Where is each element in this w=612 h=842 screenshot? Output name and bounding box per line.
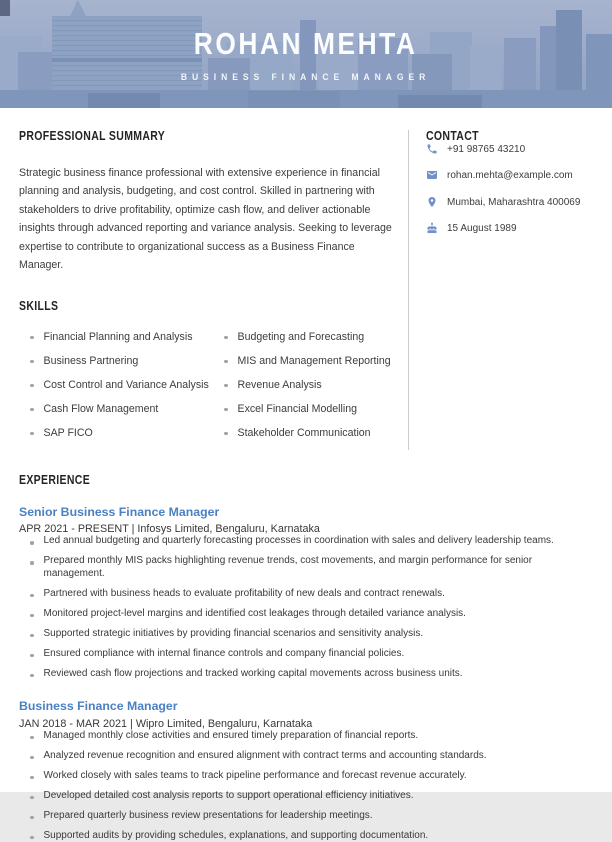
skill-item — [213, 378, 395, 393]
job-bullet — [19, 750, 593, 763]
skill-label: Revenue Analysis — [237, 378, 322, 391]
job-bullet-text: Prepared monthly MIS packs highlighting revenue trends, cost movements, and margin performance for senior management. — [43, 555, 533, 579]
job-bullet-text: Ensured compliance with internal finance controls and company financial policies. — [43, 647, 405, 659]
job-bullet-text: Developed detailed cost analysis reports to support operational efficiency initiatives. — [43, 789, 414, 801]
bullet-icon — [30, 634, 34, 638]
birthday-icon — [426, 222, 438, 234]
job-bullet — [19, 668, 593, 681]
job-title: Business Finance Manager — [19, 699, 178, 714]
section-skills — [19, 300, 395, 450]
contact-phone-value: +91 98765 43210 — [447, 143, 526, 155]
skill-label: Stakeholder Communication — [237, 426, 371, 439]
vertical-divider — [408, 130, 409, 450]
left-column — [19, 130, 395, 450]
summary-heading: PROFESSIONAL SUMMARY — [19, 129, 166, 143]
candidate-name: ROHAN MEHTA — [194, 25, 418, 61]
job-bullet-text: Monitored project-level margins and identified cost leakages through detailed variance analysis. — [43, 607, 466, 619]
job-bullet — [19, 810, 593, 823]
bullet-icon — [30, 408, 34, 412]
bullet-icon — [30, 541, 34, 545]
skills-columns — [19, 330, 395, 450]
skill-item — [19, 330, 213, 345]
job-bullet-text: Analyzed revenue recognition and ensured alignment with contract terms and accounting standards. — [43, 749, 487, 761]
bullet-icon — [30, 796, 34, 800]
job-meta: JAN 2018 - MAR 2021 | Wipro Limited, Bengaluru, Karnataka — [19, 717, 313, 730]
skill-label: Excel Financial Modelling — [237, 402, 358, 415]
job-bullet — [19, 648, 593, 661]
skill-item — [213, 330, 395, 345]
job-entry-business-finance-manager — [19, 699, 593, 842]
header-banner — [0, 0, 612, 108]
job-bullet-text: Managed monthly close activities and ensured timely preparation of financial reports. — [43, 729, 419, 741]
job-bullet-text: Led annual budgeting and quarterly forecasting processes in coordination with sales and delivery leadership teams. — [43, 535, 554, 547]
skills-heading: SKILLS — [19, 299, 59, 314]
skill-item — [19, 426, 213, 441]
job-bullet — [19, 790, 593, 803]
contact-item-phone — [426, 143, 593, 156]
bullet-icon — [224, 360, 228, 364]
bullet-icon — [224, 384, 228, 388]
job-bullet — [19, 628, 593, 641]
skill-label: SAP FICO — [43, 426, 93, 439]
contact-item-email — [426, 169, 593, 182]
email-icon — [426, 169, 438, 181]
experience-heading: EXPERIENCE — [19, 472, 91, 487]
job-bullet-text: Partnered with business heads to evaluate profitability of new deals and contract renewals. — [43, 587, 445, 599]
job-bullet — [19, 608, 593, 621]
skill-label: Business Partnering — [43, 354, 139, 367]
bullet-icon — [224, 336, 228, 340]
bullet-icon — [30, 432, 34, 436]
bullet-icon — [30, 836, 34, 840]
bullet-icon — [30, 561, 34, 565]
job-bullet — [19, 555, 593, 580]
skills-column-1 — [19, 330, 213, 450]
bullet-icon — [30, 674, 34, 678]
job-meta: APR 2021 - PRESENT | Infosys Limited, Bengaluru, Karnataka — [19, 523, 320, 536]
job-entry-senior-business-finance-manager — [19, 505, 593, 680]
bullet-icon — [30, 756, 34, 760]
candidate-job-title: BUSINESS FINANCE MANAGER — [181, 71, 431, 83]
right-column — [426, 130, 593, 450]
job-bullet — [19, 588, 593, 601]
skill-item — [19, 378, 213, 393]
contact-location-value: Mumbai, Maharashtra 400069 — [447, 196, 581, 208]
bullet-icon — [30, 736, 34, 740]
resume-body — [0, 108, 612, 842]
contact-item-birthday — [426, 222, 593, 235]
contact-item-location — [426, 196, 593, 209]
skill-item — [19, 354, 213, 369]
header-text — [0, 0, 612, 108]
top-columns — [19, 130, 593, 450]
job-bullet-text: Worked closely with sales teams to track pipeline performance and forecast revenue accurately. — [43, 769, 467, 781]
contact-birthday-value: 15 August 1989 — [447, 223, 517, 234]
bullet-icon — [30, 776, 34, 780]
skill-label: MIS and Management Reporting — [237, 354, 391, 367]
skill-label: Cash Flow Management — [43, 402, 159, 415]
skill-item — [19, 402, 213, 417]
skill-label: Budgeting and Forecasting — [237, 330, 365, 343]
job-title: Senior Business Finance Manager — [19, 505, 220, 520]
bullet-icon — [224, 432, 228, 436]
bullet-icon — [30, 654, 34, 658]
skills-column-2 — [213, 330, 395, 450]
bullet-icon — [30, 384, 34, 388]
section-experience — [19, 474, 593, 842]
skill-item — [213, 354, 395, 369]
location-icon — [426, 196, 438, 208]
bullet-icon — [30, 816, 34, 820]
skill-label: Cost Control and Variance Analysis — [43, 378, 209, 391]
job-bullet — [19, 830, 593, 842]
contact-heading: CONTACT — [426, 129, 479, 143]
section-professional-summary — [19, 130, 395, 275]
summary-paragraph: Strategic business finance professional with extensive experience in financial planning and analysis, budgeting, and cost control. Skilled in partnering with stakeholders to drive profitability, optimize cash flow, and deliver actionable insights through advanced reporting and variance analysis. Seeking to leverage expertise to contribute to organizational success as a Business Finance Manager. — [19, 166, 392, 272]
bullet-icon — [30, 614, 34, 618]
skill-item — [213, 426, 395, 441]
job-bullet — [19, 730, 593, 743]
contact-email-value: rohan.mehta@example.com — [447, 170, 573, 181]
section-contact — [426, 130, 593, 235]
bullet-icon — [30, 360, 34, 364]
job-bullet-text: Prepared quarterly business review presentations for leadership meetings. — [43, 809, 373, 821]
phone-icon — [426, 143, 438, 155]
job-bullet — [19, 535, 593, 548]
job-bullet-list — [19, 535, 593, 680]
job-bullet-text: Supported strategic initiatives by providing financial scenarios and sensitivity analysis. — [43, 627, 424, 639]
bullet-icon — [30, 336, 34, 340]
job-bullet — [19, 770, 593, 783]
skill-label: Financial Planning and Analysis — [43, 330, 193, 343]
contact-list — [426, 143, 593, 236]
job-bullet-list — [19, 730, 593, 842]
bullet-icon — [30, 594, 34, 598]
bullet-icon — [224, 408, 228, 412]
job-bullet-text: Supported audits by providing schedules, explanations, and supporting documentation. — [43, 829, 429, 841]
skill-item — [213, 402, 395, 417]
job-bullet-text: Reviewed cash flow projections and tracked working capital movements across business units. — [43, 667, 463, 679]
